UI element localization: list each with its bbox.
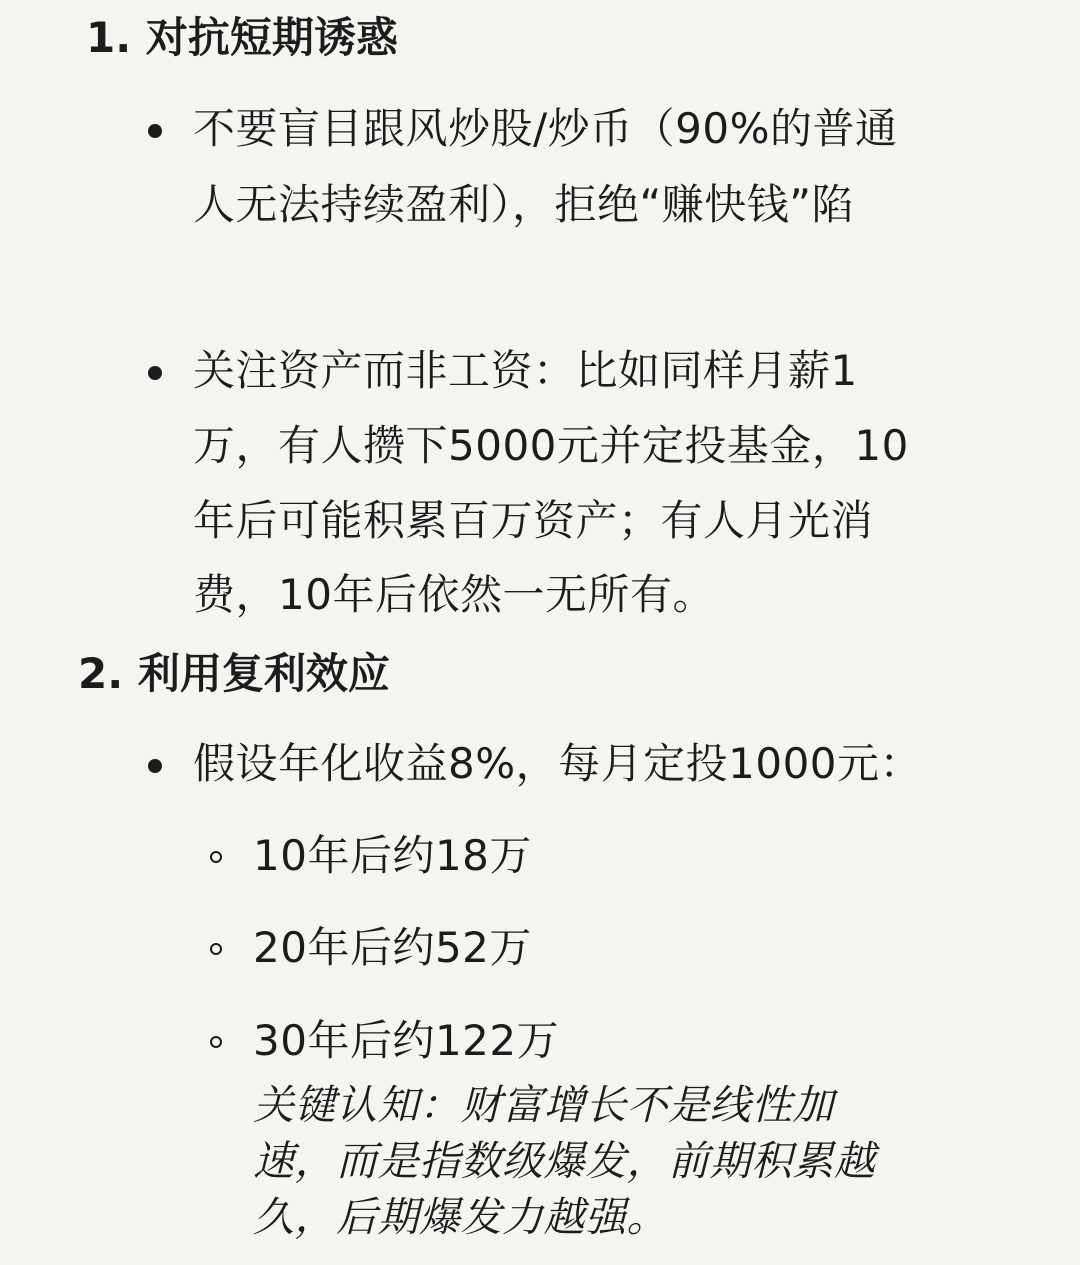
section-number: 2.: [78, 649, 124, 698]
sub-bullet-icon: [210, 943, 222, 955]
section-title: 利用复利效应: [137, 649, 390, 698]
section-title: 对抗短期诱惑: [145, 13, 398, 62]
bullet-icon: [148, 366, 162, 380]
section-heading-1: [86, 8, 398, 68]
list-item-line: 万，有人攒下5000元并定投基金，10: [193, 421, 909, 470]
key-insight-note: 速，而是指数级爆发，前期积累越: [253, 1137, 876, 1185]
list-item-line: 假设年化收益8%，每月定投1000元：: [193, 739, 923, 788]
list-item-line: 不要盲目跟风炒股/炒币（90%的普通: [193, 104, 898, 153]
list-item-line: 关注资产而非工资：比如同样月薪1: [193, 346, 858, 395]
sub-list-item: 20年后约52万: [253, 923, 532, 972]
sub-list-item: 10年后约18万: [253, 831, 532, 880]
section-heading-2: [78, 644, 390, 704]
bullet-icon: [148, 759, 162, 773]
sub-list-item: 30年后约122万: [253, 1016, 560, 1065]
list-item-line: 费，10年后依然一无所有。: [193, 570, 715, 619]
section-number: 1.: [86, 13, 132, 62]
key-insight-note: 久，后期爆发力越强。: [253, 1193, 668, 1241]
list-item-line: 年后可能积累百万资产；有人月光消: [193, 496, 874, 545]
sub-bullet-icon: [210, 851, 222, 863]
bullet-icon: [148, 124, 162, 138]
sub-bullet-icon: [210, 1036, 222, 1048]
key-insight-note: 关键认知：财富增长不是线性加: [253, 1081, 834, 1129]
list-item-line: 人无法持续盈利），拒绝“赚快钱”陷: [193, 180, 855, 229]
